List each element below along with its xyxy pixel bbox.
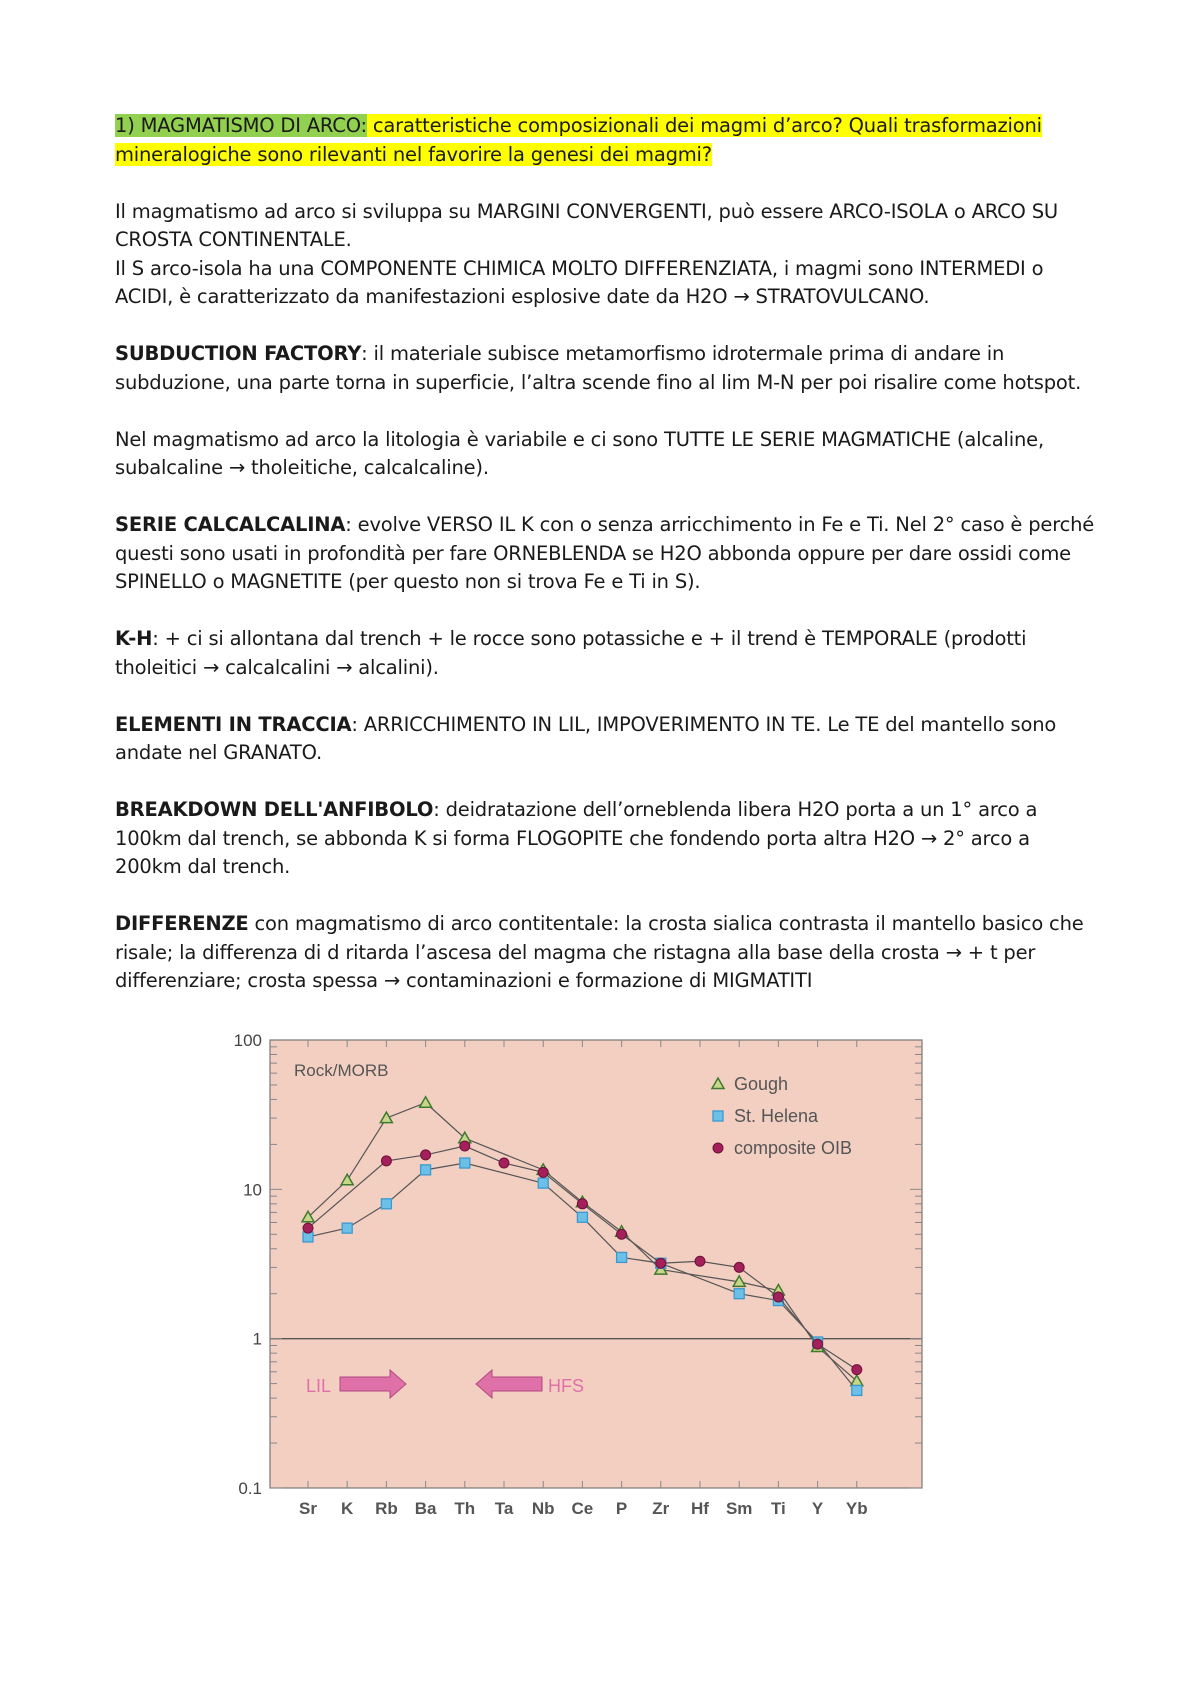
legend-label: composite OIB [734, 1138, 853, 1158]
data-point-square [460, 1158, 470, 1168]
x-tick-label: Y [811, 1499, 824, 1518]
data-point-circle [734, 1262, 744, 1272]
x-tick-label: K [341, 1499, 354, 1518]
data-point-circle [852, 1365, 862, 1375]
spider-diagram-figure [222, 1020, 962, 1540]
differences-text: con magmatismo di arco contitentale: la crosta sialica contrasta il mantello basico che risale; la differenza di d ritarda l’ascesa del magma che ristagna alla base della crosta → + t per differenziare; crosta spessa → contaminazioni e formazione di MIGMATITI [115, 912, 1084, 992]
x-tick-label: Ta [494, 1499, 514, 1518]
x-tick-label: Ti [770, 1499, 786, 1518]
data-point-square [617, 1252, 627, 1262]
data-point-circle [538, 1167, 548, 1177]
panel-label: Rock/MORB [294, 1061, 389, 1080]
differences-paragraph [115, 910, 1100, 996]
spider-diagram [222, 1020, 962, 1540]
x-tick-label: Ce [571, 1499, 594, 1518]
text-body [115, 112, 1100, 996]
y-tick-label: 0.1 [238, 1479, 262, 1498]
data-point-square [381, 1199, 391, 1209]
data-point-circle [460, 1141, 470, 1151]
data-point-circle [499, 1158, 509, 1168]
calcalkaline-paragraph [115, 511, 1100, 597]
data-point-square [852, 1385, 862, 1395]
subduction-term: SUBDUCTION FACTORY [115, 342, 362, 365]
question-text: caratteristiche composizionali dei magmi d’arco? Quali trasformazioni mineralogiche sono rilevanti nel favorire la genesi dei magmi? [115, 114, 1042, 166]
differences-term: DIFFERENZE [115, 912, 249, 935]
hfs-label: HFS [548, 1376, 584, 1396]
x-tick-label: Nb [531, 1499, 555, 1518]
x-tick-label: Sr [299, 1499, 317, 1518]
data-point-circle [421, 1150, 431, 1160]
data-point-circle [773, 1292, 783, 1302]
subduction-text: : il materiale subisce metamorfismo idrotermale prima di andare in subduzione, una parte torna in superficie, l’altra scende fino al lim M-N per poi risalire come hotspot. [115, 342, 1082, 394]
kh-paragraph [115, 625, 1100, 682]
data-point-square [734, 1289, 744, 1299]
x-tick-label: Rb [375, 1499, 398, 1518]
plot-background [270, 1040, 922, 1488]
data-point-square [421, 1165, 431, 1175]
y-tick-label: 1 [252, 1329, 262, 1349]
calcalkaline-text: : evolve VERSO IL K con o senza arricchimento in Fe e Ti. Nel 2° caso è perché questi sono usati in profondità per fare ORNEBLENDA se H2O abbonda oppure per dare ossidi come SPINELLO o MAGNETITE (per questo non si trova Fe e Ti in S). [115, 513, 1095, 593]
data-point-square [577, 1212, 587, 1222]
x-tick-label: Zr [652, 1499, 670, 1518]
trace-term: ELEMENTI IN TRACCIA [115, 712, 352, 736]
intro-paragraph-2: Il S arco-isola ha una COMPONENTE CHIMICA MOLTO DIFFERENZIATA, i magmi sono INTERMEDI o ACIDI, è caratterizzato da manifestazioni esplosive date da H2O → STRATOVULCANO. [115, 256, 1044, 308]
calcalkaline-term: SERIE CALCALCALINA [115, 513, 346, 536]
intro-paragraph-1: Il magmatismo ad arco si sviluppa su MARGINI CONVERGENTI, può essere ARCO-ISOLA o ARCO SU CROSTA CONTINENTALE. [115, 199, 1058, 251]
data-point-square [342, 1223, 352, 1233]
breakdown-term: BREAKDOWN DELL'ANFIBOLO [115, 798, 434, 821]
data-point-circle [577, 1199, 587, 1209]
y-tick-label: 10 [243, 1180, 262, 1200]
trace-paragraph [115, 711, 1100, 768]
data-point-circle [713, 1143, 723, 1153]
data-point-circle [695, 1256, 705, 1266]
breakdown-paragraph [115, 796, 1100, 882]
x-tick-label: Th [454, 1499, 476, 1518]
data-point-circle [381, 1156, 391, 1166]
trace-text: : ARRICCHIMENTO IN LIL, IMPOVERIMENTO IN TE. Le TE del mantello sono andate nel GRANATO. [115, 712, 1057, 764]
x-tick-label: Yb [845, 1499, 868, 1518]
data-point-square [713, 1111, 723, 1121]
x-tick-label: Hf [691, 1499, 709, 1518]
y-tick-label: 100 [233, 1031, 262, 1050]
x-tick-label: Sm [725, 1499, 753, 1518]
legend-label: St. Helena [734, 1106, 819, 1126]
subduction-paragraph [115, 340, 1100, 397]
data-point-circle [656, 1258, 666, 1268]
kh-term: K-H [115, 627, 153, 650]
x-tick-label: Ba [414, 1499, 437, 1518]
question-number-title: 1) MAGMATISMO DI ARCO: [115, 114, 367, 137]
lil-label: LIL [306, 1376, 332, 1396]
litology-paragraph: Nel magmatismo ad arco la litologia è variabile e ci sono TUTTE LE SERIE MAGMATICHE (alcaline, subalcaline → tholeitiche, calcalcaline). [115, 427, 1044, 479]
data-point-circle [303, 1223, 313, 1233]
breakdown-text: : deidratazione dell’orneblenda libera H2O porta a un 1° arco a 100km dal trench, se abbonda K si forma FLOGOPITE che fondendo porta altra H2O → 2° arco a 200km dal trench. [115, 798, 1038, 878]
question-heading [115, 112, 1100, 169]
x-tick-label: P [615, 1499, 628, 1518]
kh-text: : + ci si allontana dal trench + le rocce sono potassiche e + il trend è TEMPORALE (prodotti tholeitici → calcalcalini → alcalini). [115, 627, 1027, 679]
data-point-circle [617, 1229, 627, 1239]
legend-label: Gough [734, 1074, 789, 1094]
data-point-circle [813, 1339, 823, 1349]
data-point-square [538, 1178, 548, 1188]
